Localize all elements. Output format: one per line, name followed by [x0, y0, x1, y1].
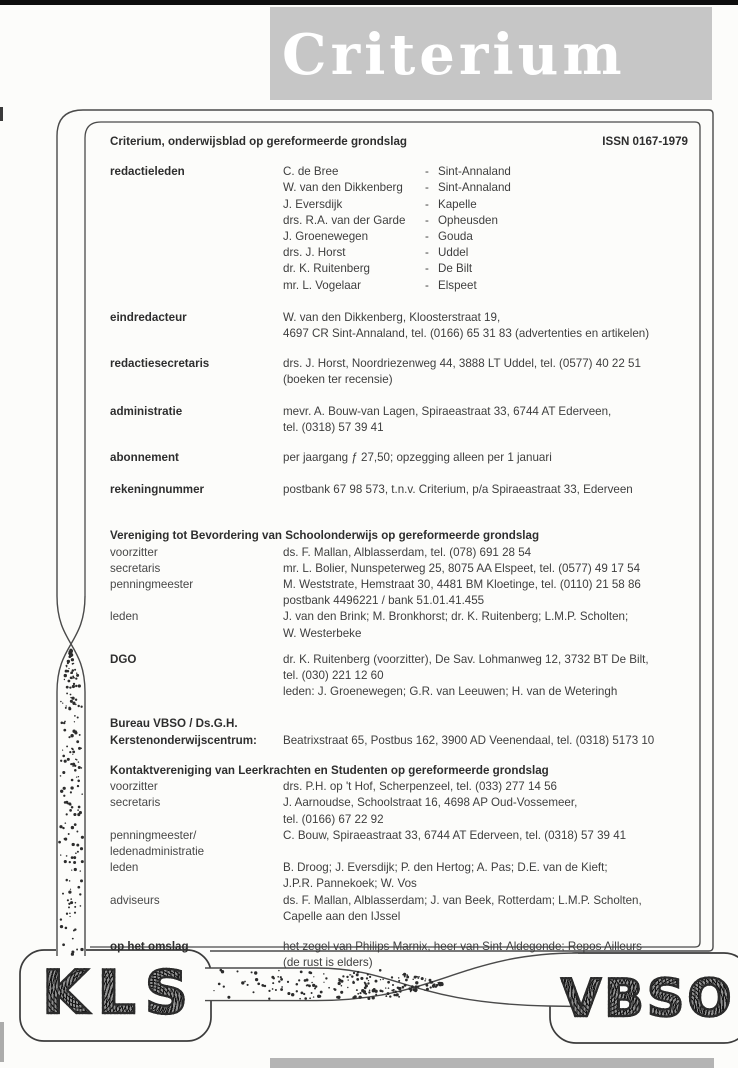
row-value — [283, 609, 688, 641]
row-value-line: postbank 67 98 573, t.n.v. Criterium, p/a Spiraeastraat 33, Ederveen — [283, 483, 633, 497]
row-label-line: voorzitter — [110, 780, 158, 794]
row-value — [283, 561, 688, 577]
kls-logo-text: KLS — [42, 958, 197, 1028]
colophon-row — [110, 795, 688, 827]
row-value-line: ds. F. Mallan, Alblasserdam; J. van Beek, Rotterdam; L.M.P. Scholten, — [283, 893, 642, 907]
row-value-line: W. van den Dikkenberg, Kloosterstraat 19, — [283, 310, 501, 324]
row-value-line: mr. L. Bolier, Nunspeterweg 25, 8075 AA Elspeet, tel. (0577) 49 17 54 — [283, 561, 641, 575]
row-label-line: Kerstenonderwijscentrum: — [110, 733, 257, 747]
colophon-row — [110, 577, 688, 609]
magazine-title: Criterium — [282, 22, 626, 88]
section-heading: Vereniging tot Bevordering van Schoolonderwijs op gereformeerde grondslag — [110, 529, 540, 543]
scan-artifact-tick — [0, 107, 3, 121]
row-label — [110, 404, 283, 436]
row-value-line: tel. (0166) 67 22 92 — [283, 812, 384, 826]
row-label — [110, 545, 283, 561]
row-value-line: ds. F. Mallan, Alblasserdam, tel. (078) 691 28 54 — [283, 545, 532, 559]
row-value — [283, 164, 688, 294]
colophon-rows — [110, 164, 688, 971]
colophon-row — [110, 779, 688, 795]
issn-number: ISSN 0167-1979 — [602, 135, 688, 148]
row-label — [110, 450, 283, 466]
row-value — [283, 716, 688, 748]
colophon-row — [110, 450, 688, 466]
row-value — [283, 450, 688, 466]
row-value-line: mevr. A. Bouw-van Lagen, Spiraeastraat 33, 6744 AT Ederveen, — [283, 404, 612, 418]
row-value-line — [283, 716, 688, 732]
row-value-line: W. Westerbeke — [283, 626, 362, 640]
member-name: mr. L. Vogelaar — [283, 278, 361, 292]
member-name: C. de Bree — [283, 165, 339, 179]
member-place: Opheusden — [438, 213, 498, 227]
member-name: W. van den Dikkenberg — [283, 181, 403, 195]
row-label-line: leden — [110, 861, 139, 875]
member-line — [283, 278, 688, 294]
dash-separator: - — [425, 213, 429, 227]
colophon-row — [110, 716, 688, 748]
member-place: Elspeet — [438, 278, 477, 292]
dash-separator: - — [425, 165, 429, 179]
row-label-line: DGO — [110, 652, 137, 666]
member-line — [283, 261, 688, 277]
row-label-line: leden — [110, 610, 139, 624]
row-value-line: drs. P.H. op 't Hof, Scherpenzeel, tel. (033) 277 14 56 — [283, 780, 557, 794]
row-label-line: op het omslag — [110, 939, 189, 953]
row-label-line: administratie — [110, 404, 183, 418]
row-label-line: penningmeester/ — [110, 828, 197, 842]
row-value — [283, 404, 688, 436]
vbso-logo-text: VBSO — [561, 969, 735, 1029]
row-value — [283, 795, 688, 827]
dash-separator: - — [425, 278, 429, 292]
row-label-line: secretaris — [110, 796, 161, 810]
row-label — [110, 164, 283, 294]
member-line — [283, 197, 688, 213]
member-line — [283, 180, 688, 196]
row-value-line: 4697 CR Sint-Annaland, tel. (0166) 65 31 83 (advertenties en artikelen) — [283, 327, 650, 341]
row-value-line: dr. K. Ruitenberg (voorzitter), De Sav. Lohmanweg 12, 3732 BT De Bilt, — [283, 652, 649, 666]
member-name: J. Eversdijk — [283, 197, 343, 211]
row-value-line: J.P.R. Pannekoek; W. Vos — [283, 877, 417, 891]
row-label — [110, 893, 283, 925]
member-place: Kapelle — [438, 197, 477, 211]
member-place: Sint-Annaland — [438, 165, 511, 179]
colophon-row — [110, 545, 688, 561]
colophon-row — [110, 561, 688, 577]
colophon-row — [110, 404, 688, 436]
row-value-line: het zegel van Philips Marnix, heer van Sint-Aldegonde; Repos Ailleurs — [283, 939, 642, 953]
colophon-row — [110, 310, 688, 342]
row-label-line: adviseurs — [110, 893, 160, 907]
row-value — [283, 939, 688, 971]
colophon-row — [110, 609, 688, 641]
row-label — [110, 828, 283, 860]
member-place: Sint-Annaland — [438, 181, 511, 195]
row-label-line: eindredacteur — [110, 310, 187, 324]
row-label-line: rekeningnummer — [110, 483, 205, 497]
row-value-line: drs. J. Horst, Noordriezenweg 44, 3888 LT Uddel, tel. (0577) 40 22 51 — [283, 357, 641, 371]
row-value-line: C. Bouw, Spiraeastraat 33, 6744 AT Ederveen, tel. (0318) 57 39 41 — [283, 828, 627, 842]
row-label — [110, 860, 283, 892]
colophon-row — [110, 893, 688, 925]
colophon-row — [110, 828, 688, 860]
row-value — [283, 652, 688, 701]
member-name: drs. R.A. van der Garde — [283, 213, 406, 227]
row-value — [283, 356, 688, 388]
row-value — [283, 577, 688, 609]
member-line — [283, 164, 688, 180]
row-label — [110, 779, 283, 795]
row-value-line: per jaargang ƒ 27,50; opzegging alleen per 1 januari — [283, 451, 552, 465]
row-value-line: tel. (0318) 57 39 41 — [283, 420, 384, 434]
row-value-line: J. Aarnoudse, Schoolstraat 16, 4698 AP Oud-Vossemeer, — [283, 796, 578, 810]
row-label — [110, 561, 283, 577]
row-value-line: Beatrixstraat 65, Postbus 162, 3900 AD Veenendaal, tel. (0318) 5173 10 — [283, 733, 655, 747]
row-label-line: ledenadministratie — [110, 844, 205, 858]
member-name: J. Groenewegen — [283, 230, 369, 244]
member-name: drs. J. Horst — [283, 246, 346, 260]
row-value — [283, 779, 688, 795]
member-place: Uddel — [438, 246, 469, 260]
row-value — [283, 893, 688, 925]
row-label-line: penningmeester — [110, 578, 194, 592]
dash-separator: - — [425, 181, 429, 195]
row-label — [110, 795, 283, 827]
member-place: Gouda — [438, 230, 473, 244]
colophon-row — [110, 652, 688, 701]
member-line — [283, 245, 688, 261]
member-place: De Bilt — [438, 262, 473, 276]
dash-separator: - — [425, 230, 429, 244]
row-label — [110, 609, 283, 641]
row-value — [283, 860, 688, 892]
row-label-line: voorzitter — [110, 545, 158, 559]
colophon — [85, 122, 700, 971]
member-line — [283, 229, 688, 245]
row-label-line: redactiesecretaris — [110, 357, 210, 371]
row-label-line: Bureau VBSO / Ds.G.H. — [110, 717, 238, 731]
row-value-line: (de rust is elders) — [283, 956, 373, 970]
row-label — [110, 356, 283, 388]
section-heading: Kontaktvereniging van Leerkrachten en Studenten op gereformeerde grondslag — [110, 763, 549, 777]
row-value — [283, 310, 688, 342]
row-value-line: M. Weststrate, Hemstraat 30, 4481 BM Kloetinge, tel. (0110) 21 58 86 — [283, 578, 641, 592]
row-value-line: leden: J. Groenewegen; G.R. van Leeuwen; H. van de Weteringh — [283, 685, 618, 699]
colophon-row — [110, 860, 688, 892]
colophon-title: Criterium, onderwijsblad op gereformeerde grondslag — [110, 135, 407, 148]
colophon-row — [110, 356, 688, 388]
row-value-line: B. Droog; J. Eversdijk; P. den Hertog; A. Pas; D.E. van de Kieft; — [283, 861, 608, 875]
row-label — [110, 652, 283, 701]
row-label-line: secretaris — [110, 561, 161, 575]
colophon-row — [110, 164, 688, 294]
row-label-line: abonnement — [110, 451, 179, 465]
row-label — [110, 577, 283, 609]
row-label — [110, 310, 283, 342]
row-value-line: (boeken ter recensie) — [283, 373, 393, 387]
row-value — [283, 828, 688, 860]
colophon-title-row — [110, 134, 688, 150]
row-value-line: Capelle aan den IJssel — [283, 909, 401, 923]
dash-separator: - — [425, 246, 429, 260]
row-label — [110, 482, 283, 498]
row-value-line: postbank 4496221 / bank 51.01.41.455 — [283, 594, 485, 608]
dash-separator: - — [425, 262, 429, 276]
colophon-row — [110, 482, 688, 498]
row-value-line: tel. (030) 221 12 60 — [283, 669, 384, 683]
row-value-line: J. van den Brink; M. Bronkhorst; dr. K. Ruitenberg; L.M.P. Scholten; — [283, 610, 629, 624]
row-value — [283, 482, 688, 498]
row-value — [283, 545, 688, 561]
row-label-line: redactieleden — [110, 165, 185, 179]
scan-artifact-smudge — [0, 1022, 4, 1062]
row-label — [110, 716, 283, 748]
member-name: dr. K. Ruitenberg — [283, 262, 371, 276]
member-line — [283, 213, 688, 229]
dash-separator: - — [425, 197, 429, 211]
